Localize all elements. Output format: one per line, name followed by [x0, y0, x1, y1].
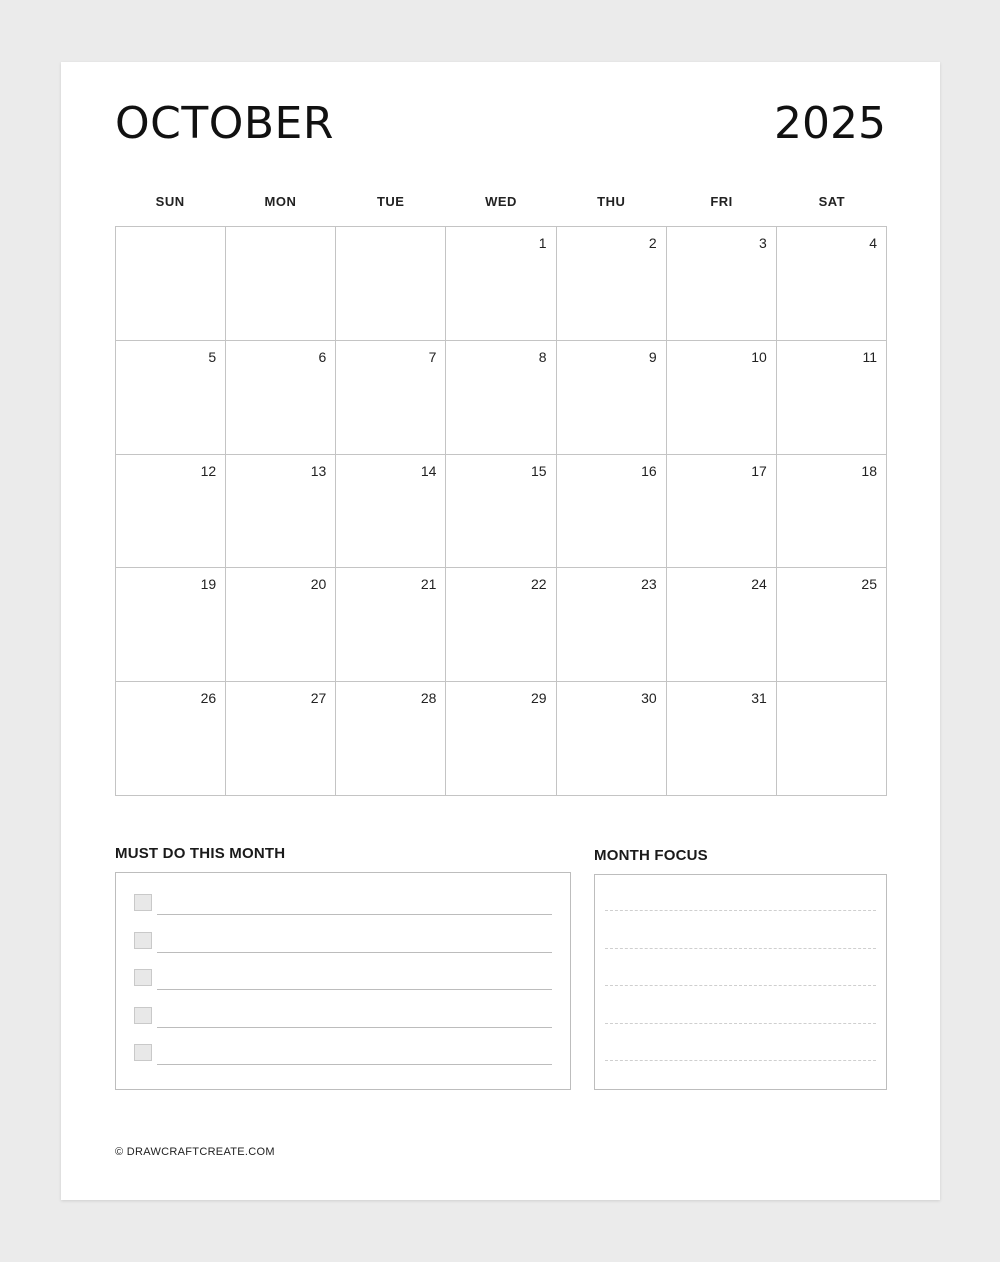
day-cell [446, 341, 556, 455]
day-number: 29 [530, 690, 547, 707]
day-number: 2 [648, 235, 657, 251]
todo-checkbox[interactable] [134, 1044, 152, 1061]
day-cell [667, 341, 777, 455]
day-number: 9 [648, 348, 657, 365]
day-cell [116, 568, 226, 682]
todo-writing-line [157, 1064, 552, 1065]
day-cell [777, 341, 887, 455]
day-number: 11 [862, 348, 877, 365]
day-number: 5 [208, 348, 217, 365]
day-cell [116, 455, 226, 569]
focus-writing-line [605, 1060, 876, 1061]
day-number: 6 [318, 348, 327, 365]
day-number: 4 [869, 235, 877, 251]
focus-writing-line [605, 910, 876, 911]
day-cell [336, 455, 446, 569]
day-cell [667, 455, 777, 569]
day-number: 15 [530, 462, 547, 479]
todo-checkbox[interactable] [134, 932, 152, 949]
day-cell [446, 682, 556, 796]
todo-writing-line [157, 1027, 552, 1028]
calendar-sheet [61, 62, 940, 1200]
todo-writing-line [157, 989, 552, 990]
weekday-sat: SAT [818, 194, 846, 209]
day-number: 27 [310, 690, 327, 707]
day-number: 13 [310, 462, 327, 479]
day-cell [226, 341, 336, 455]
day-cell [336, 682, 446, 796]
todo-writing-line [157, 914, 552, 915]
footer-copyright: © DRAWCRAFTCREATE.COM [115, 1146, 275, 1158]
day-number: 14 [420, 462, 437, 479]
day-number: 19 [200, 576, 217, 593]
focus-writing-line [605, 948, 876, 949]
day-cell [116, 682, 226, 796]
day-cell [446, 227, 556, 341]
day-number: 20 [310, 576, 327, 593]
calendar-grid [115, 226, 887, 796]
day-number: 8 [538, 348, 547, 365]
day-number: 28 [420, 690, 437, 707]
day-cell [557, 682, 667, 796]
day-cell [226, 682, 336, 796]
weekday-thu: THU [597, 194, 626, 209]
day-number: 24 [751, 576, 767, 593]
focus-writing-line [605, 1023, 876, 1024]
focus-writing-line [605, 985, 876, 986]
day-cell [336, 227, 446, 341]
day-cell [557, 227, 667, 341]
day-cell [667, 568, 777, 682]
month-focus-title: MONTH FOCUS [594, 847, 708, 864]
weekday-tue: TUE [376, 194, 405, 209]
day-cell [667, 682, 777, 796]
day-number: 3 [759, 235, 767, 251]
day-cell [116, 227, 226, 341]
weekday-header-row [115, 194, 887, 209]
todo-item [134, 1006, 552, 1028]
todo-checkbox[interactable] [134, 969, 152, 986]
weekday-sun: SUN [155, 194, 185, 209]
day-cell [446, 568, 556, 682]
todo-item [134, 1043, 552, 1065]
day-number: 22 [530, 576, 547, 593]
day-number: 17 [751, 462, 767, 479]
day-cell [777, 682, 887, 796]
day-cell [667, 227, 777, 341]
day-number: 1 [538, 235, 547, 251]
todo-item [134, 968, 552, 990]
day-cell [777, 568, 887, 682]
weekday-mon: MON [264, 194, 297, 209]
todo-checkbox[interactable] [134, 1007, 152, 1024]
day-number: 30 [641, 690, 657, 707]
todo-item [134, 931, 552, 953]
day-cell [777, 227, 887, 341]
day-number: 21 [420, 576, 437, 593]
todo-checkbox[interactable] [134, 894, 152, 911]
day-cell [557, 455, 667, 569]
weekday-wed: WED [485, 194, 517, 209]
must-do-box [115, 872, 571, 1090]
year-title: 2025 [774, 98, 886, 149]
day-number: 16 [641, 462, 657, 479]
month-title: OCTOBER [115, 98, 334, 149]
day-cell [446, 455, 556, 569]
day-number: 18 [861, 462, 877, 479]
todo-writing-line [157, 952, 552, 953]
day-number: 7 [428, 348, 437, 365]
weekday-fri: FRI [710, 194, 733, 209]
month-focus-box [594, 874, 887, 1090]
day-number: 23 [641, 576, 657, 593]
day-number: 26 [200, 690, 217, 707]
day-number: 10 [751, 348, 767, 365]
day-cell [557, 568, 667, 682]
day-cell [226, 227, 336, 341]
day-number: 31 [751, 690, 767, 707]
day-cell [557, 341, 667, 455]
day-cell [226, 455, 336, 569]
day-cell [777, 455, 887, 569]
day-cell [336, 568, 446, 682]
must-do-title: MUST DO THIS MONTH [115, 845, 286, 862]
day-cell [226, 568, 336, 682]
day-cell [116, 341, 226, 455]
day-cell [336, 341, 446, 455]
day-number: 12 [200, 462, 217, 479]
day-number: 25 [861, 576, 877, 593]
todo-item [134, 893, 552, 915]
